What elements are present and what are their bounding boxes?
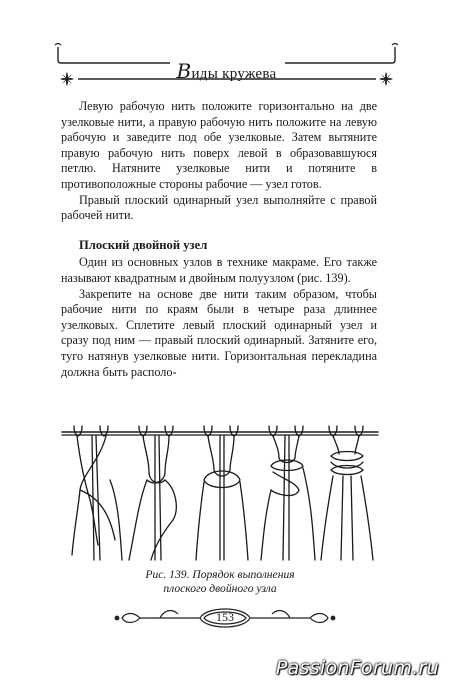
knot-step-2: [129, 426, 176, 560]
knot-step-4: [261, 426, 315, 560]
paragraph-3: Один из основных узлов в технике макраме. Его также называют квадратным и двойным полуузлом (рис. 139).: [61, 255, 377, 285]
watermark-text: PassionForum.ru: [275, 657, 439, 679]
knot-step-3: [196, 426, 248, 560]
running-title-rest: иды кружева: [191, 66, 277, 82]
figure-caption: [60, 568, 380, 596]
page-footer: [60, 600, 390, 634]
paragraph-4: Закрепите на основе две нити таким образом, чтобы рабочие нити по краям были в четыре раза длиннее узелковых. Сплетите левый плоский одинарный узел и сразу под ним — правый плоский одинарный. Затяните его, туго натянув узелковые нити. Горизонтальная перекладина должна быть располо-: [61, 286, 377, 379]
figure-caption-line-2: плоского двойного узла: [163, 582, 277, 595]
running-title: [0, 59, 453, 83]
figure-caption-line-1: Рис. 139. Порядок выполнения: [145, 568, 295, 581]
paragraph-1: Левую рабочую нить положите горизонтально на две узелковые нити, а правую рабочую нить положите на левую рабочую и заведите под обе узелковые. Затем вытяните правую рабочую нить поверх левой в образовавшуюся петлю. Натяните узелковые нити и потяните в противоположные стороны рабочие — узел готов.: [61, 99, 377, 191]
page-number: 153: [216, 610, 234, 624]
macrame-knot-figure: [60, 420, 380, 570]
running-title-initial: В: [176, 59, 192, 83]
paragraph-2: Правый плоский одинарный узел выполняйте с правой рабочей нити.: [61, 192, 377, 223]
knot-step-1: [72, 426, 122, 560]
section-heading: Плоский двойной узел: [79, 237, 208, 252]
knot-step-5: [321, 426, 373, 560]
body-text: [61, 99, 377, 380]
